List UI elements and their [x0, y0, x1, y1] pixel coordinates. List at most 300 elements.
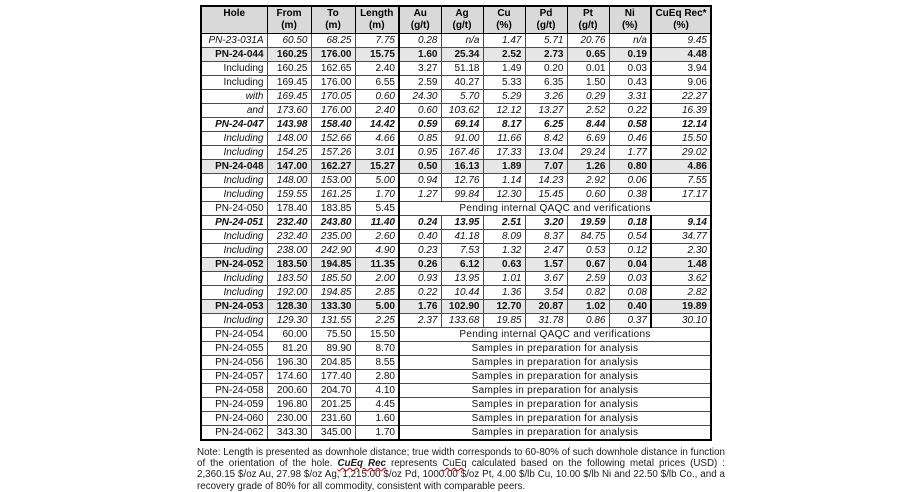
value-cell: 128.30: [267, 299, 311, 313]
value-cell: 3.01: [355, 145, 399, 159]
table-row: [201, 313, 711, 327]
value-cell: 11.66: [483, 131, 525, 145]
column-label: Ag: [455, 8, 469, 19]
value-cell: 232.40: [267, 215, 311, 229]
value-cell: 1.70: [355, 187, 399, 201]
hole-cell: PN-24-050: [201, 201, 267, 215]
column-unit: (g/t): [578, 20, 598, 31]
value-cell: 0.20: [525, 61, 567, 75]
value-cell: 1.49: [483, 61, 525, 75]
value-cell: 5.45: [355, 201, 399, 215]
value-cell: 0.63: [483, 257, 525, 271]
hole-cell: PN-24-051: [201, 215, 267, 229]
value-cell: 176.00: [311, 47, 355, 61]
value-cell: 68.25: [311, 33, 355, 47]
hole-cell: PN-24-059: [201, 397, 267, 411]
table-row: [201, 411, 711, 425]
value-cell: 1.32: [483, 243, 525, 257]
column-unit: (g/t): [452, 20, 472, 31]
value-cell: 160.25: [267, 61, 311, 75]
value-cell: 3.20: [525, 215, 567, 229]
value-cell: 0.04: [609, 257, 651, 271]
column-unit: (%): [673, 20, 689, 31]
column-unit: (g/t): [536, 20, 556, 31]
value-cell: 1.77: [609, 145, 651, 159]
value-cell: 0.22: [609, 103, 651, 117]
hole-cell: PN-23-031A: [201, 33, 267, 47]
value-cell: 230.00: [267, 411, 311, 425]
value-cell: 15.50: [355, 327, 399, 341]
column-header-cueq-rec-: [651, 6, 711, 33]
value-cell: 0.26: [399, 257, 441, 271]
value-cell: 0.58: [609, 117, 651, 131]
value-cell: 15.45: [525, 187, 567, 201]
value-cell: 170.05: [311, 89, 355, 103]
value-cell: 1.60: [399, 47, 441, 61]
value-cell: 174.60: [267, 369, 311, 383]
value-cell: 89.90: [311, 341, 355, 355]
cueq-rec-term: CuEq Rec: [337, 458, 386, 470]
value-cell: 19.59: [567, 215, 609, 229]
value-cell: 4.90: [355, 243, 399, 257]
value-cell: 0.03: [609, 271, 651, 285]
value-cell: 11.40: [355, 215, 399, 229]
value-cell: 148.00: [267, 131, 311, 145]
hole-cell: PN-24-060: [201, 411, 267, 425]
value-cell: 0.67: [567, 257, 609, 271]
hole-cell: PN-24-044: [201, 47, 267, 61]
hole-cell: with: [201, 89, 267, 103]
value-cell: 2.60: [355, 229, 399, 243]
value-cell: 343.30: [267, 425, 311, 440]
status-cell: Samples in preparation for analysis: [399, 341, 711, 355]
value-cell: 5.70: [441, 89, 483, 103]
value-cell: 0.29: [567, 89, 609, 103]
value-cell: 2.52: [483, 47, 525, 61]
value-cell: 15.75: [355, 47, 399, 61]
value-cell: 6.25: [525, 117, 567, 131]
value-cell: 15.27: [355, 159, 399, 173]
value-cell: 0.22: [399, 285, 441, 299]
value-cell: 345.00: [311, 425, 355, 440]
value-cell: 2.52: [567, 103, 609, 117]
value-cell: 3.94: [651, 61, 711, 75]
value-cell: 2.37: [399, 313, 441, 327]
value-cell: 204.85: [311, 355, 355, 369]
table-row: [201, 187, 711, 201]
value-cell: 204.70: [311, 383, 355, 397]
value-cell: 6.12: [441, 257, 483, 271]
table-row: [201, 215, 711, 229]
value-cell: 0.80: [609, 159, 651, 173]
value-cell: 0.93: [399, 271, 441, 285]
status-cell: Samples in preparation for analysis: [399, 411, 711, 425]
value-cell: 183.85: [311, 201, 355, 215]
value-cell: 5.33: [483, 75, 525, 89]
value-cell: 0.59: [399, 117, 441, 131]
table-row: [201, 257, 711, 271]
value-cell: 183.50: [267, 257, 311, 271]
value-cell: 19.89: [651, 299, 711, 313]
footnote: [197, 447, 725, 492]
value-cell: 0.37: [609, 313, 651, 327]
value-cell: 243.80: [311, 215, 355, 229]
value-cell: 0.94: [399, 173, 441, 187]
value-cell: 235.00: [311, 229, 355, 243]
hole-cell: PN-24-056: [201, 355, 267, 369]
value-cell: 14.23: [525, 173, 567, 187]
value-cell: 185.50: [311, 271, 355, 285]
value-cell: 102.90: [441, 299, 483, 313]
value-cell: n/a: [441, 33, 483, 47]
value-cell: 7.53: [441, 243, 483, 257]
value-cell: 0.18: [609, 215, 651, 229]
value-cell: 192.00: [267, 285, 311, 299]
value-cell: 0.53: [567, 243, 609, 257]
hole-cell: PN-24-052: [201, 257, 267, 271]
table-row: [201, 61, 711, 75]
hole-cell: Including: [201, 229, 267, 243]
status-cell: Samples in preparation for analysis: [399, 369, 711, 383]
column-unit: (m): [281, 20, 297, 31]
value-cell: 8.70: [355, 341, 399, 355]
table-row: [201, 271, 711, 285]
hole-cell: PN-24-058: [201, 383, 267, 397]
value-cell: 17.33: [483, 145, 525, 159]
value-cell: 143.98: [267, 117, 311, 131]
column-header-ag: [441, 6, 483, 33]
column-unit: (m): [325, 20, 341, 31]
value-cell: 0.60: [399, 103, 441, 117]
value-cell: 157.26: [311, 145, 355, 159]
table-row: [201, 159, 711, 173]
hole-cell: Including: [201, 75, 267, 89]
status-cell: Samples in preparation for analysis: [399, 425, 711, 440]
value-cell: 12.12: [483, 103, 525, 117]
value-cell: 1.47: [483, 33, 525, 47]
value-cell: 196.80: [267, 397, 311, 411]
value-cell: 16.39: [651, 103, 711, 117]
value-cell: 0.38: [609, 187, 651, 201]
table-row: [201, 369, 711, 383]
hole-cell: Including: [201, 145, 267, 159]
value-cell: 242.90: [311, 243, 355, 257]
value-cell: 41.18: [441, 229, 483, 243]
value-cell: 0.19: [609, 47, 651, 61]
status-cell: Pending internal QAQC and verifications: [399, 201, 711, 215]
value-cell: 178.40: [267, 201, 311, 215]
value-cell: 169.45: [267, 89, 311, 103]
value-cell: 3.54: [525, 285, 567, 299]
value-cell: 169.45: [267, 75, 311, 89]
value-cell: 2.25: [355, 313, 399, 327]
column-unit: (m): [368, 20, 385, 31]
footnote-prefix: Note: Length is presented as downhole distance; true width corresponds to 60-80% of such downhole distance in function of the orientation of the hole.: [197, 446, 725, 470]
table-row: [201, 299, 711, 313]
value-cell: 5.00: [355, 299, 399, 313]
hole-cell: Including: [201, 285, 267, 299]
value-cell: 1.76: [399, 299, 441, 313]
hole-cell: Including: [201, 131, 267, 145]
value-cell: 0.86: [567, 313, 609, 327]
column-label: CuEq Rec*: [655, 8, 707, 19]
value-cell: 13.04: [525, 145, 567, 159]
table-row: [201, 285, 711, 299]
value-cell: 12.30: [483, 187, 525, 201]
value-cell: 12.76: [441, 173, 483, 187]
value-cell: 176.00: [311, 103, 355, 117]
footnote-suffix: calculated based on the following metal prices (USD) : 2,360.15 $/oz Au, 27.98 $/oz Ag, 1,215.00 $/oz Pd, 1000.00 $/oz Pt, 4.00 $/lb Cu, 10.00 $/lb Ni and 22.50 $/lb Co., and a recovery grade of 80% for all commodity, consistent with comparable peers.: [197, 458, 725, 492]
value-cell: 5.29: [483, 89, 525, 103]
table-row: [201, 355, 711, 369]
value-cell: 238.00: [267, 243, 311, 257]
value-cell: 20.76: [567, 33, 609, 47]
hole-cell: Including: [201, 313, 267, 327]
table-row: [201, 383, 711, 397]
value-cell: 51.18: [441, 61, 483, 75]
column-header-length: [355, 6, 399, 33]
column-label: Ni: [624, 8, 635, 19]
value-cell: 1.50: [567, 75, 609, 89]
value-cell: 24.30: [399, 89, 441, 103]
value-cell: 5.71: [525, 33, 567, 47]
value-cell: 2.00: [355, 271, 399, 285]
value-cell: 3.67: [525, 271, 567, 285]
value-cell: 0.46: [609, 131, 651, 145]
value-cell: 60.50: [267, 33, 311, 47]
value-cell: 11.35: [355, 257, 399, 271]
table-row: [201, 117, 711, 131]
value-cell: 129.30: [267, 313, 311, 327]
value-cell: 0.60: [355, 89, 399, 103]
value-cell: 1.70: [355, 425, 399, 440]
value-cell: 4.86: [651, 159, 711, 173]
value-cell: 194.85: [311, 257, 355, 271]
column-header-au: [399, 6, 441, 33]
hole-cell: PN-24-054: [201, 327, 267, 341]
value-cell: 99.84: [441, 187, 483, 201]
value-cell: 5.00: [355, 173, 399, 187]
cueq-term: CuEq: [442, 458, 467, 470]
column-header-from: [267, 6, 311, 33]
value-cell: 231.60: [311, 411, 355, 425]
status-cell: Samples in preparation for analysis: [399, 397, 711, 411]
value-cell: 2.92: [567, 173, 609, 187]
hole-cell: Including: [201, 173, 267, 187]
column-label: Length: [360, 8, 394, 19]
table-row: [201, 103, 711, 117]
value-cell: 15.50: [651, 131, 711, 145]
value-cell: n/a: [609, 33, 651, 47]
value-cell: 4.10: [355, 383, 399, 397]
value-cell: 2.59: [567, 271, 609, 285]
value-cell: 177.40: [311, 369, 355, 383]
value-cell: 6.69: [567, 131, 609, 145]
value-cell: 232.40: [267, 229, 311, 243]
value-cell: 200.60: [267, 383, 311, 397]
column-header-to: [311, 6, 355, 33]
value-cell: 0.40: [399, 229, 441, 243]
table-row: [201, 229, 711, 243]
value-cell: 12.14: [651, 117, 711, 131]
value-cell: 4.45: [355, 397, 399, 411]
value-cell: 25.34: [441, 47, 483, 61]
table-row: [201, 243, 711, 257]
value-cell: 131.55: [311, 313, 355, 327]
value-cell: 7.55: [651, 173, 711, 187]
value-cell: 2.40: [355, 61, 399, 75]
status-cell: Samples in preparation for analysis: [399, 383, 711, 397]
hole-cell: PN-24-055: [201, 341, 267, 355]
value-cell: 13.95: [441, 215, 483, 229]
value-cell: 3.27: [399, 61, 441, 75]
value-cell: 1.01: [483, 271, 525, 285]
column-label: Pd: [539, 8, 553, 19]
value-cell: 2.59: [399, 75, 441, 89]
column-unit: (g/t): [410, 20, 430, 31]
value-cell: 161.25: [311, 187, 355, 201]
value-cell: 0.23: [399, 243, 441, 257]
footnote-represents: represents: [385, 458, 443, 470]
column-header-hole: [201, 6, 267, 33]
value-cell: 6.55: [355, 75, 399, 89]
status-cell: Samples in preparation for analysis: [399, 355, 711, 369]
table-row: [201, 47, 711, 61]
value-cell: 3.62: [651, 271, 711, 285]
column-label: Pt: [583, 8, 593, 19]
value-cell: 201.25: [311, 397, 355, 411]
column-label: Hole: [223, 8, 246, 19]
hole-cell: PN-24-053: [201, 299, 267, 313]
hole-cell: Including: [201, 61, 267, 75]
value-cell: 1.57: [525, 257, 567, 271]
value-cell: 16.13: [441, 159, 483, 173]
table-row: [201, 75, 711, 89]
hole-cell: and: [201, 103, 267, 117]
value-cell: 159.55: [267, 187, 311, 201]
column-unit: (%): [621, 20, 638, 31]
value-cell: 2.40: [355, 103, 399, 117]
value-cell: 154.25: [267, 145, 311, 159]
value-cell: 1.26: [567, 159, 609, 173]
value-cell: 0.60: [567, 187, 609, 201]
hole-cell: Including: [201, 187, 267, 201]
value-cell: 9.45: [651, 33, 711, 47]
value-cell: 29.24: [567, 145, 609, 159]
value-cell: 10.44: [441, 285, 483, 299]
value-cell: 2.82: [651, 285, 711, 299]
value-cell: 153.00: [311, 173, 355, 187]
hole-cell: PN-24-062: [201, 425, 267, 440]
value-cell: 183.50: [267, 271, 311, 285]
value-cell: 162.65: [311, 61, 355, 75]
value-cell: 8.37: [525, 229, 567, 243]
table-row: [201, 89, 711, 103]
value-cell: 0.40: [609, 299, 651, 313]
value-cell: 0.50: [399, 159, 441, 173]
value-cell: 12.70: [483, 299, 525, 313]
column-unit: (%): [496, 20, 512, 31]
value-cell: 0.12: [609, 243, 651, 257]
value-cell: 147.00: [267, 159, 311, 173]
value-cell: 133.30: [311, 299, 355, 313]
value-cell: 13.27: [525, 103, 567, 117]
value-cell: 4.48: [651, 47, 711, 61]
value-cell: 1.27: [399, 187, 441, 201]
value-cell: 22.27: [651, 89, 711, 103]
value-cell: 40.27: [441, 75, 483, 89]
table-row: [201, 425, 711, 440]
table-row: [201, 327, 711, 341]
column-header-ni: [609, 6, 651, 33]
value-cell: 8.42: [525, 131, 567, 145]
value-cell: 0.43: [609, 75, 651, 89]
value-cell: 0.03: [609, 61, 651, 75]
table-row: [201, 397, 711, 411]
value-cell: 75.50: [311, 327, 355, 341]
value-cell: 4.66: [355, 131, 399, 145]
column-header-pd: [525, 6, 567, 33]
header-row: [201, 6, 711, 33]
value-cell: 6.35: [525, 75, 567, 89]
value-cell: 8.09: [483, 229, 525, 243]
table-row: [201, 201, 711, 215]
value-cell: 176.00: [311, 75, 355, 89]
value-cell: 2.47: [525, 243, 567, 257]
value-cell: 2.80: [355, 369, 399, 383]
value-cell: 158.40: [311, 117, 355, 131]
value-cell: 0.28: [399, 33, 441, 47]
value-cell: 1.48: [651, 257, 711, 271]
column-header-pt: [567, 6, 609, 33]
value-cell: 162.27: [311, 159, 355, 173]
hole-cell: PN-24-057: [201, 369, 267, 383]
hole-cell: Including: [201, 271, 267, 285]
column-label: Au: [413, 8, 427, 19]
value-cell: 0.65: [567, 47, 609, 61]
value-cell: 196.30: [267, 355, 311, 369]
value-cell: 31.78: [525, 313, 567, 327]
value-cell: 60.00: [267, 327, 311, 341]
value-cell: 91.00: [441, 131, 483, 145]
table-row: [201, 33, 711, 47]
hole-cell: Including: [201, 243, 267, 257]
value-cell: 2.73: [525, 47, 567, 61]
value-cell: 3.31: [609, 89, 651, 103]
value-cell: 14.42: [355, 117, 399, 131]
value-cell: 13.95: [441, 271, 483, 285]
value-cell: 148.00: [267, 173, 311, 187]
value-cell: 19.85: [483, 313, 525, 327]
value-cell: 7.75: [355, 33, 399, 47]
value-cell: 1.89: [483, 159, 525, 173]
value-cell: 0.95: [399, 145, 441, 159]
value-cell: 9.14: [651, 215, 711, 229]
status-cell: Pending internal QAQC and verifications: [399, 327, 711, 341]
value-cell: 152.66: [311, 131, 355, 145]
value-cell: 1.14: [483, 173, 525, 187]
value-cell: 0.24: [399, 215, 441, 229]
value-cell: 8.55: [355, 355, 399, 369]
value-cell: 9.06: [651, 75, 711, 89]
value-cell: 30.10: [651, 313, 711, 327]
table-row: [201, 131, 711, 145]
column-label: Cu: [497, 8, 511, 19]
table-row: [201, 341, 711, 355]
value-cell: 194.85: [311, 285, 355, 299]
column-label: To: [327, 8, 339, 19]
value-cell: 1.02: [567, 299, 609, 313]
